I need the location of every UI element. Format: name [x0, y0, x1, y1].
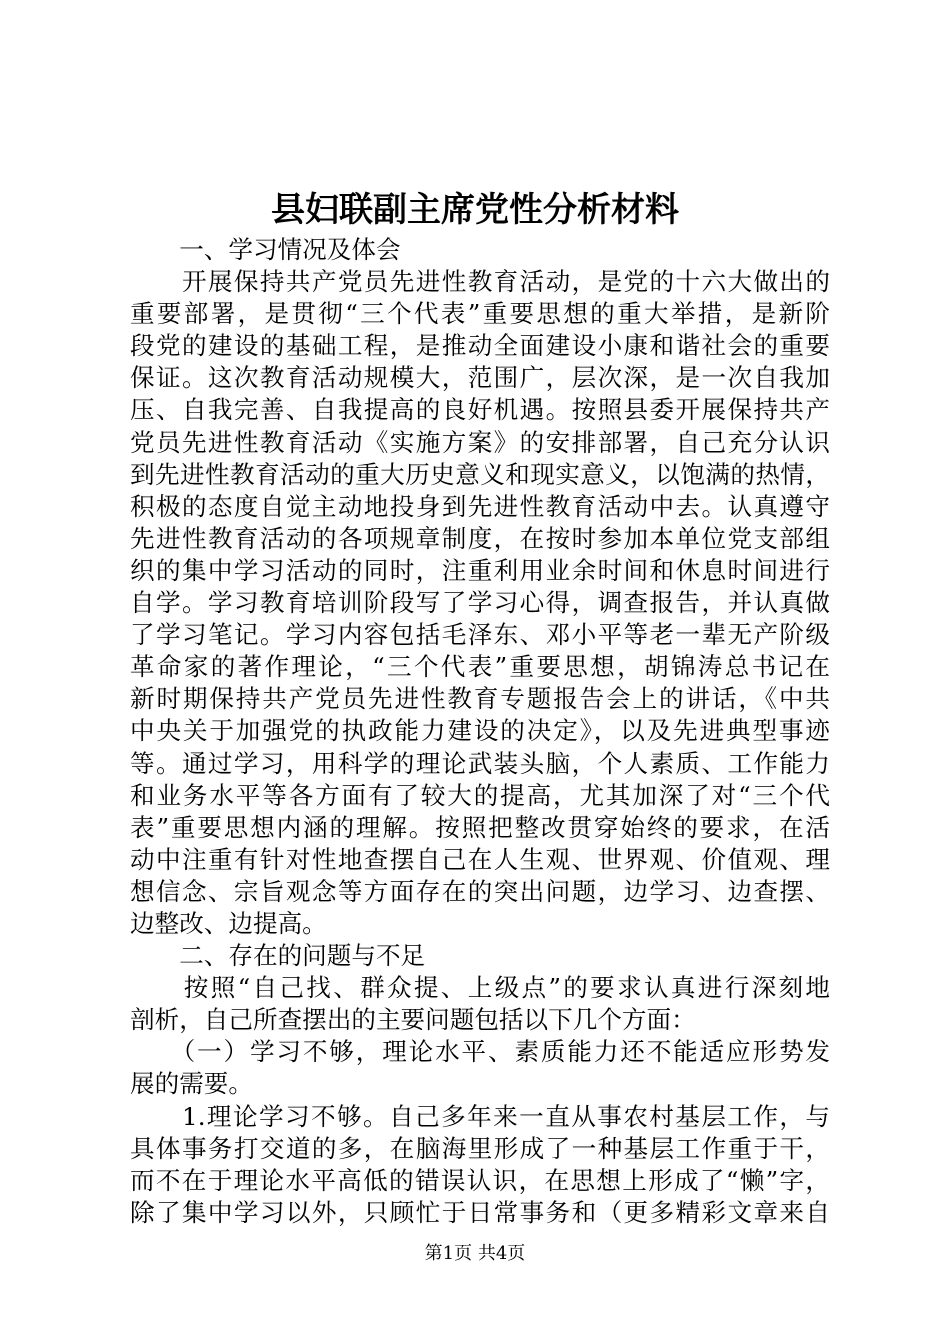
body-text-line: 二、存在的问题与不足: [130, 941, 426, 971]
body-text-line: 想信念、宗旨观念等方面存在的突出问题，边学习、边查摆、: [130, 876, 830, 906]
body-text-line: 了学习笔记。学习内容包括毛泽东、邓小平等老一辈无产阶级: [130, 620, 830, 650]
document-title: 县妇联副主席党性分析材料: [271, 190, 679, 230]
body-text-line: 一、学习情况及体会: [130, 235, 401, 264]
body-text-line: （一）学习不够，理论水平、素质能力还不能适应形势发: [130, 1037, 830, 1067]
body-text-line: 展的需要。: [130, 1069, 253, 1099]
body-text-line: 中央关于加强党的执政能力建设的决定》，以及先进典型事迹: [130, 716, 830, 746]
body-text-line: 压、自我完善、自我提高的良好机遇。按照县委开展保持共产: [130, 395, 830, 425]
page-number-footer: 第1页 共4页: [424, 1243, 526, 1264]
body-text-line: 织的集中学习活动的同时，注重利用业余时间和休息时间进行: [130, 555, 830, 585]
body-text-line: 段党的建设的基础工程，是推动全面建设小康和谐社会的重要: [130, 331, 830, 361]
body-text-line: 积极的态度自觉主动地投身到先进性教育活动中去。认真遵守: [130, 491, 830, 521]
body-text-line: 1.理论学习不够。自己多年来一直从事农村基层工作，与: [130, 1101, 830, 1131]
body-text-line: 和业务水平等各方面有了较大的提高，尤其加深了对“三个代: [130, 780, 830, 810]
body-text-line: 到先进性教育活动的重大历史意义和现实意义，以饱满的热情，: [130, 459, 830, 489]
body-text-line: 按照“自己找、群众提、上级点”的要求认真进行深刻地: [130, 973, 830, 1003]
document-body: [130, 234, 830, 1229]
body-text-line: 自学。学习教育培训阶段写了学习心得，调查报告，并认真做: [130, 588, 830, 618]
body-text-line: 开展保持共产党员先进性教育活动，是党的十六大做出的: [130, 267, 830, 297]
body-text-line: 而不在于理论水平高低的错误认识，在思想上形成了“懒”字，: [130, 1165, 830, 1195]
body-text-line: 动中注重有针对性地查摆自己在人生观、世界观、价值观、理: [130, 844, 830, 874]
body-text-line: 具体事务打交道的多，在脑海里形成了一种基层工作重于干，: [130, 1133, 830, 1163]
body-text-line: 表”重要思想内涵的理解。按照把整改贯穿始终的要求，在活: [130, 812, 830, 842]
body-text-line: 新时期保持共产党员先进性教育专题报告会上的讲话，《中共: [130, 684, 830, 714]
body-text-line: 重要部署，是贯彻“三个代表”重要思想的重大举措，是新阶: [130, 299, 830, 329]
body-text-line: 先进性教育活动的各项规章制度，在按时参加本单位党支部组: [130, 523, 830, 553]
body-text-line: 革命家的著作理论，“三个代表”重要思想，胡锦涛总书记在: [130, 652, 830, 682]
body-text-line: 等。通过学习，用科学的理论武装头脑，个人素质、工作能力: [130, 748, 830, 778]
body-text-line: 党员先进性教育活动《实施方案》的安排部署，自己充分认识: [130, 427, 830, 457]
body-text-line: 剖析，自己所查摆出的主要问题包括以下几个方面：: [130, 1005, 696, 1035]
body-text-line: 保证。这次教育活动规模大，范围广，层次深，是一次自我加: [130, 363, 830, 393]
body-text-line: 除了集中学习以外，只顾忙于日常事务和（更多精彩文章来自: [130, 1197, 830, 1227]
body-text-line: 边整改、边提高。: [130, 908, 327, 938]
